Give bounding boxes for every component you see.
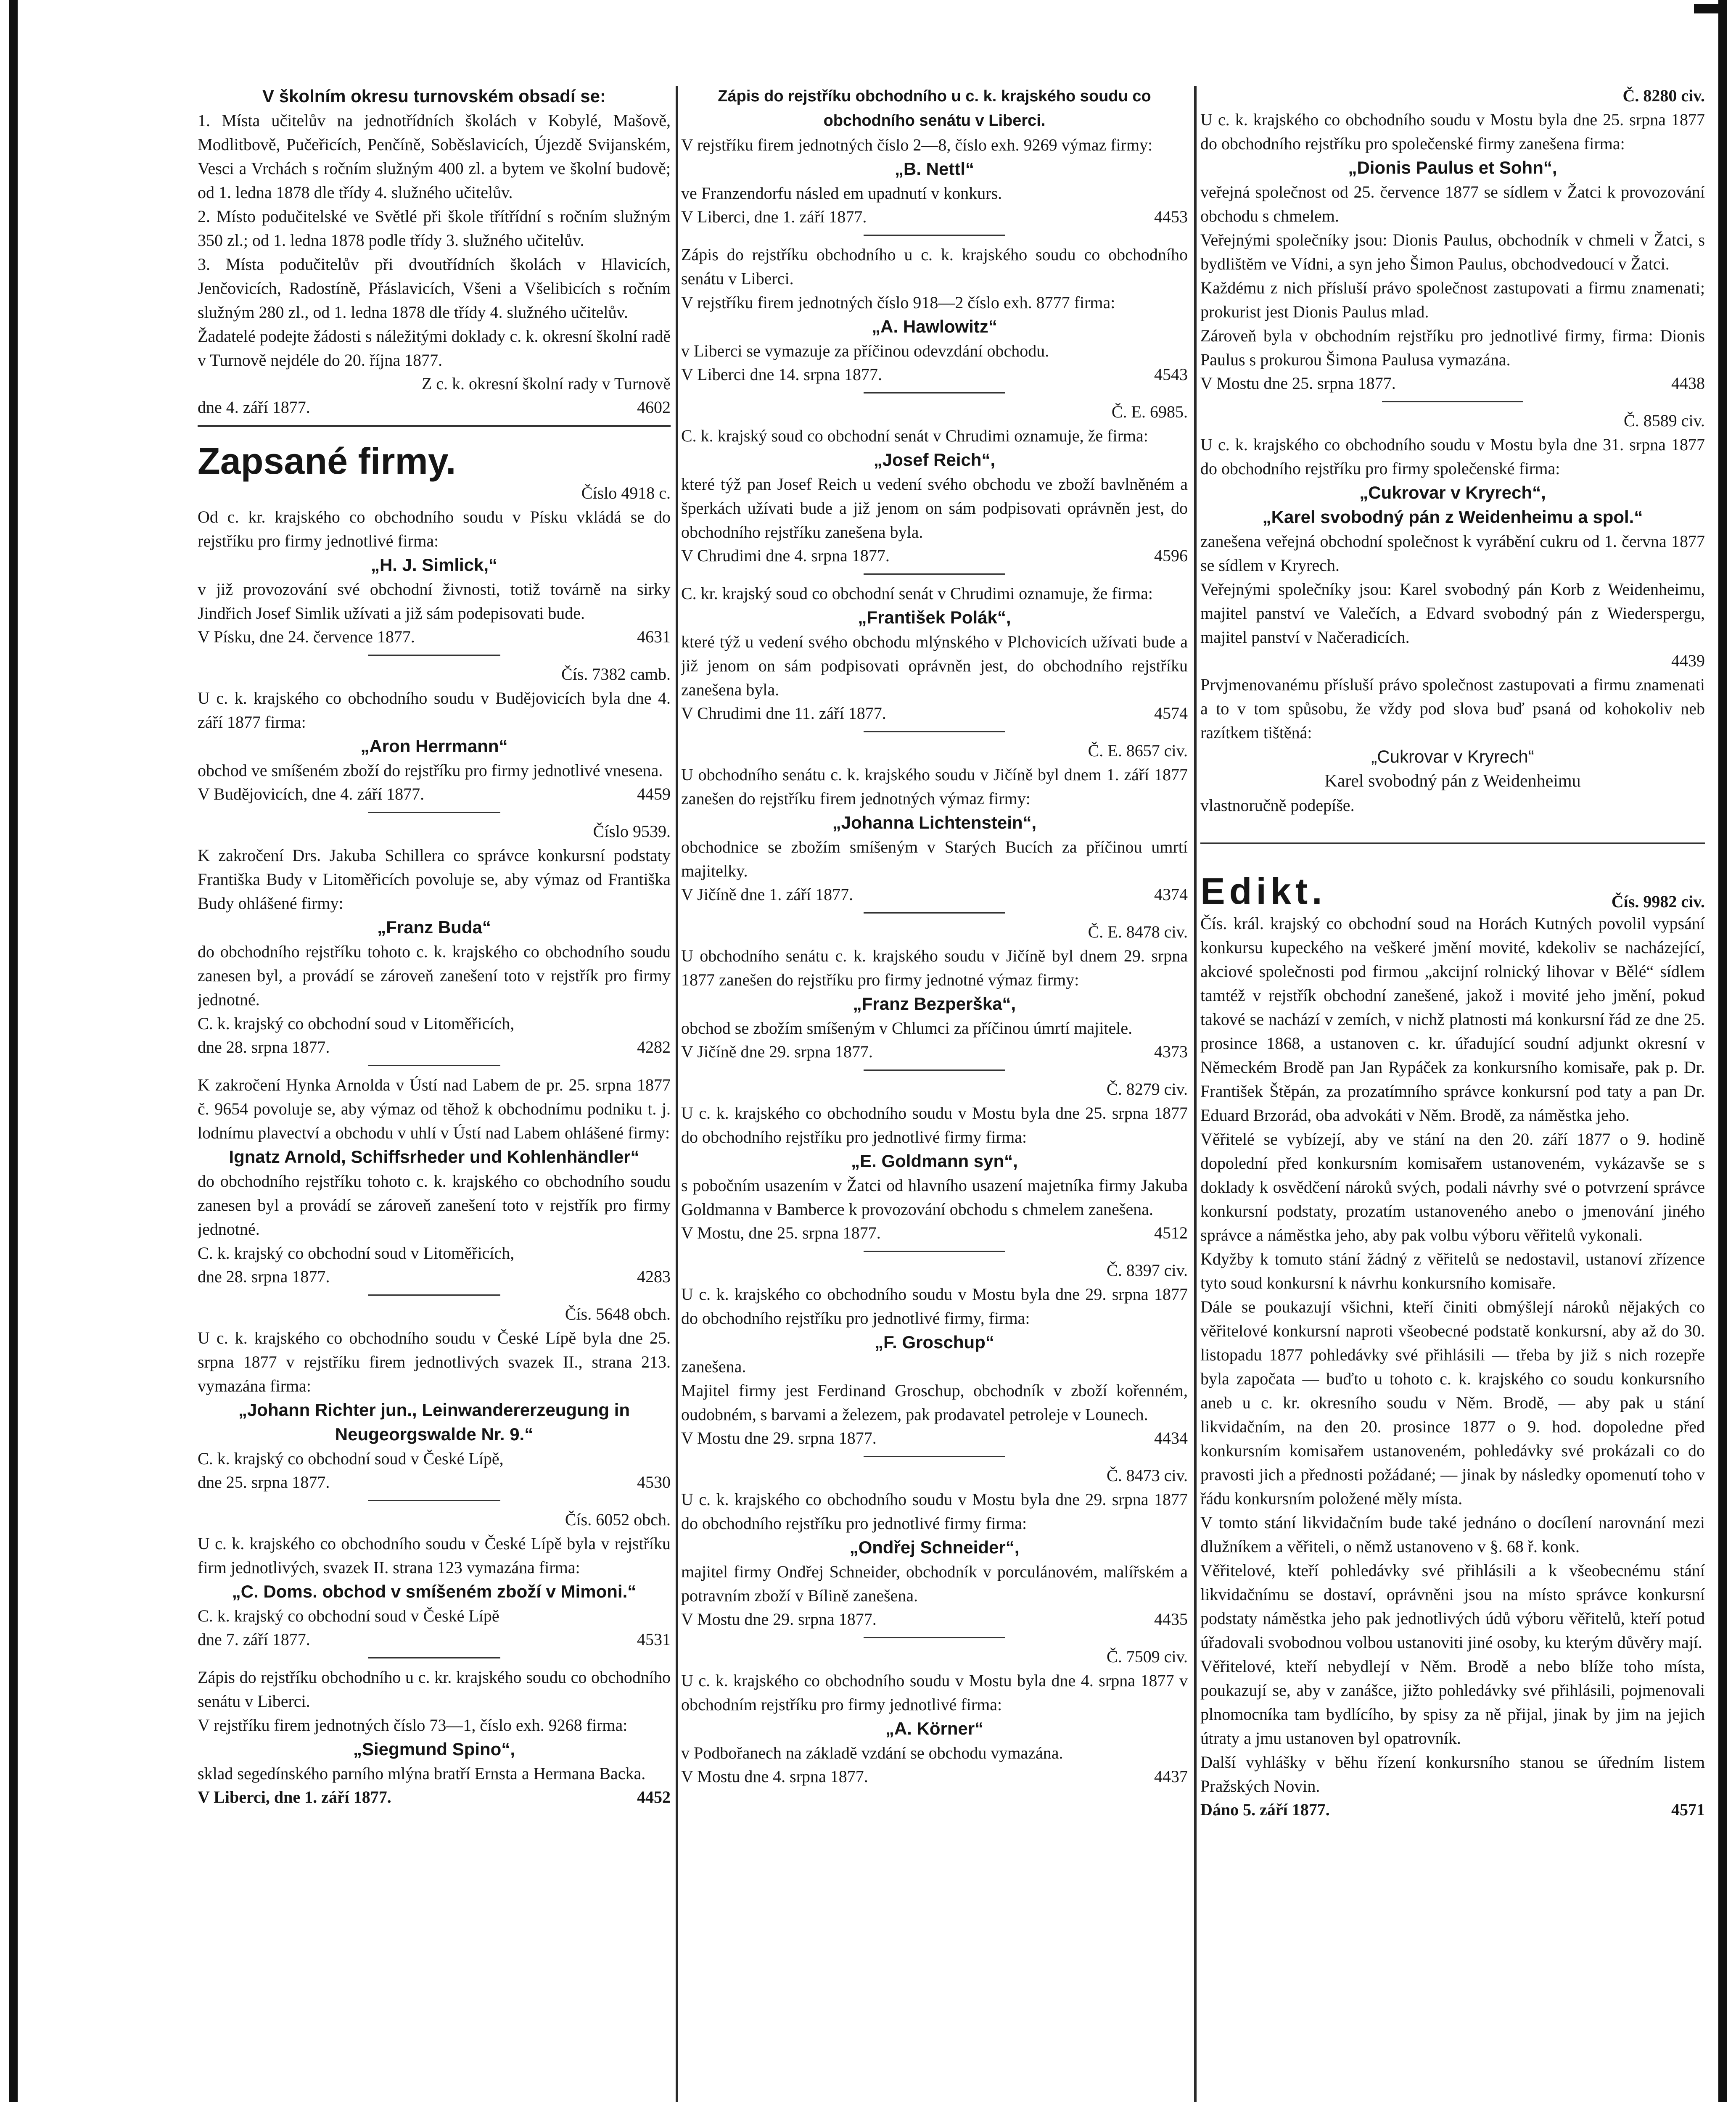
firm-name: „A. Hawlowitz“ xyxy=(872,317,997,336)
entry-date-line xyxy=(681,1040,1188,1064)
entry-text: Od c. kr. krajského co obchodního soudu v Písku vkládá se do rejstříku pro firmy jednotlivé firma: xyxy=(198,507,671,550)
entry-date-line xyxy=(681,1765,1188,1788)
scan-border-corner xyxy=(1694,4,1723,13)
entry-date-line xyxy=(681,702,1188,725)
edikt-ref: Čís. 9982 civ. xyxy=(1611,892,1705,911)
entry-number: 4373 xyxy=(1154,1042,1188,1061)
entry-text: V rejstříku firem jednotných číslo 73—1, číslo exh. 9268 firma: xyxy=(198,1716,628,1735)
entry-text: obchodnice se zbožím smíšeným v Starých Bucích za příčinou umrtí majitelky. xyxy=(681,837,1188,880)
entry-text: U c. k. krajského co obchodního soudu v České Lípě byla dne 25. srpna 1877 v rejstříku firem jednotlivých svazek II., strana 213. vymazána firma: xyxy=(198,1328,671,1395)
entry-date-line xyxy=(1200,372,1705,395)
firm-name: „Ondřej Schneider“, xyxy=(849,1537,1020,1557)
notice-paragraph: 1. Místa učitelův na jednotřídních školách v Kobylé, Mašově, Modlitbově, Pučeřicích, Penčíně, Soběslavicích, Újezdě Svijanském, Vesci a Vrchách s ročním služným 400 zl. a bytem ve školní budově; od 1. ledna 1878 dle třídy 4. služného učitelův. xyxy=(198,111,671,202)
entry-date-line xyxy=(681,363,1188,386)
entry-date: V Liberci, dne 1. září 1877. xyxy=(198,1788,391,1806)
entry-ref: Čís. 5648 obch. xyxy=(565,1305,671,1323)
separator xyxy=(864,731,1005,732)
entry-text: K zakročení Drs. Jakuba Schillera co správce konkursní podstaty Františka Budy v Litoměřicích povoluje se, aby výmaz od Františka Budy ohlášené firmy: xyxy=(198,846,671,913)
firm-name: „Franz Buda“ xyxy=(377,917,491,937)
scan-border-left xyxy=(9,0,18,2102)
entry-number: 4574 xyxy=(1154,704,1188,723)
edikt-date: Dáno 5. září 1877. xyxy=(1200,1800,1330,1819)
entry-text: C. k. krajský co obchodní soud v České Lípě, xyxy=(198,1449,504,1468)
entry-number: 4452 xyxy=(637,1788,671,1806)
entry-date-line xyxy=(198,1035,671,1059)
firm-name: „Cukrovar v Kryrech“, xyxy=(1359,483,1546,502)
edikt-header xyxy=(1200,864,1705,911)
entry-text: obchod ve smíšeném zboží do rejstříku pro firmy jednotlivé vnesena. xyxy=(198,761,663,780)
entry-date: V Mostu dne 4. srpna 1877. xyxy=(681,1767,868,1786)
notice-paragraph: Žadatelé podejte žádosti s náležitými doklady c. k. okresní školní radě v Turnově nejdéle do 20. října 1877. xyxy=(198,327,671,370)
entry-text: C. kr. krajský soud co obchodní senát v Chrudimi oznamuje, že firma: xyxy=(681,584,1153,603)
entry-number: 4530 xyxy=(637,1473,671,1492)
entry-lead: Zápis do rejstříku obchodního u c. k. krajského soudu co obchodního senátu v Liberci. xyxy=(681,245,1188,288)
separator xyxy=(864,392,1005,393)
entry-text: U c. k. krajského co obchodního soudu v Mostu byla dne 4. srpna 1877 v obchodním rejstříku pro firmy jednotlivé firma: xyxy=(681,1671,1188,1714)
separator xyxy=(864,1251,1005,1252)
entry-text: v Liberci se vymazuje za příčinou odevzdání obchodu. xyxy=(681,341,1049,360)
separator xyxy=(864,1069,1005,1071)
entry-text: K zakročení Hynka Arnolda v Ústí nad Labem de pr. 25. srpna 1877 č. 9654 povoluje se, aby výmaz od těhož k obchodnímu podniku t. j. lodnímu plavectví a obchodu v uhlí v Ústí nad Labem ohlášené firmy: xyxy=(198,1075,671,1142)
entry-date: dne 7. září 1877. xyxy=(198,1630,310,1649)
separator xyxy=(368,1294,500,1296)
separator xyxy=(864,1456,1005,1457)
firm-name: „Johanna Lichtenstein“, xyxy=(832,813,1037,832)
entry-date: dne 25. srpna 1877. xyxy=(198,1473,330,1492)
entry-text: U c. k. krajského co obchodního soudu v Mostu byla dne 29. srpna 1877 do obchodního rejstříku pro jednotlivé firmy firma: xyxy=(681,1490,1188,1533)
separator xyxy=(864,1637,1005,1638)
edikt-paragraph: Věřitelové, kteří nebydlejí v Něm. Brodě a nebo blíže toho místa, poukazují se, aby v zanášce, jižto pohledávky své přihlásili, pojmenovali plnomocníka tam bydlícího, by spisy za ně přijal, jinak by jim na jejich útraty a jmu ustanoven byl opatrovník. xyxy=(1200,1657,1705,1748)
entry-date: V Budějovicích, dne 4. září 1877. xyxy=(198,784,425,803)
entry-date-line xyxy=(681,205,1188,229)
separator xyxy=(368,812,500,813)
entry-ref: Č. E. 8478 civ. xyxy=(1088,922,1188,941)
edikt-heading: Edikt. xyxy=(1200,870,1326,912)
entry-text: sklad segedínského parního mlýna bratří Ernsta a Hermana Backa. xyxy=(198,1764,646,1783)
edikt-paragraph: V tomto stání likvidačním bude také jednáno o docílení narovnání mezi dlužníkem a věřiteli, o němž ustanoveno v §. 68 ř. konk. xyxy=(1200,1513,1705,1556)
entry-text: v Podbořanech na základě vzdání se obchodu vymazána. xyxy=(681,1743,1063,1762)
entry-text: Každému z nich přísluší právo společnost zastupovati a firmu znamenati; prokurist jest Dionis Paulus mlad. xyxy=(1200,278,1705,321)
entry-number: 4596 xyxy=(1154,546,1188,565)
entry-date: V Jičíně dne 1. září 1877. xyxy=(681,885,853,904)
firm-name: „B. Nettl“ xyxy=(895,159,974,179)
separator xyxy=(864,235,1005,236)
entry-number: 4282 xyxy=(637,1038,671,1056)
notice-number: 4602 xyxy=(637,398,671,417)
entry-date-line xyxy=(681,1426,1188,1450)
entry-ref: Č. E. 8657 civ. xyxy=(1088,741,1188,760)
entry-text: ve Franzendorfu násled em upadnutí v konkurs. xyxy=(681,184,1002,203)
entry-number: 4434 xyxy=(1154,1429,1188,1447)
entry-text: Prvjmenovanému přísluší právo společnost zastupovati a firmu znamenati a to v tom spůsobu, že vždy pod slova buď psaná od kohokoliv neb razítkem tištěná: xyxy=(1200,675,1705,742)
entry-text: C. k. krajský co obchodní soud v Litoměřicích, xyxy=(198,1014,515,1033)
section-header xyxy=(198,433,671,481)
firm-name: „Johann Richter jun., Leinwandererzeugung in Neugeorgswalde Nr. 9.“ xyxy=(238,1400,630,1444)
edikt-paragraph: Čís. král. krajský co obchodní soud na Horách Kutných povolil vypsání konkursu kupeckého na veškeré jmění movité, kdekoliv se nacházející, akciové společnosti pod firmou „akcijní rolnický lihovar v Bělé“ sídlem tamtéž v rejstřík obchodní zanešené, jakož i movité jeho jmění, pokud takové se nachází v zemích, v nichž platnosti má konkursní řád ze dne 25. prosince 1868, a ustanoven c. kr. úřadující soudní adjunkt okresní v Německém Brodě pan Jan Rypáček za konkursního komisaře, pak p. Dr. František Štěpán, za prozatímního správce konkursní pod taty a pan Dr. Eduard Brzorád, oba advokáti v Něm. Brodě, za náměstka jeho. xyxy=(1200,914,1705,1125)
entry-text: U obchodního senátu c. k. krajského soudu v Jičíně byl dnem 1. září 1877 zanešen do rejstříku firem jednotných výmaz firmy: xyxy=(681,765,1188,808)
column-rule xyxy=(676,86,678,2102)
separator xyxy=(198,425,671,427)
entry-text: které týž u vedení svého obchodu mlýnského v Plchovicích užívati bude a již jenom on sám podpisovati oprávněn jest, do obchodního rejstříku zanešena byla. xyxy=(681,632,1188,699)
firm-name: „A. Körner“ xyxy=(885,1719,984,1738)
entry-ref: Č. E. 6985. xyxy=(1111,402,1188,421)
separator xyxy=(368,1065,500,1066)
entry-date: dne 28. srpna 1877. xyxy=(198,1267,330,1286)
entry-date: V Jičíně dne 29. srpna 1877. xyxy=(681,1042,873,1061)
edikt-paragraph: Dále se poukazují všichni, kteří činiti obmýšlejí nároků nějakých co věřitelové konkursní naproti všeobecné podstatě konkursní, aby až do 30. listopadu 1877 pohledávky své přihlásili — třeba by již s nich rozepře byla započata — buďto u tohoto c. k. krajského co soudu konkursního aneb u c. kr. okresního soudu v Něm. Brodě, — aby pak u stání likvidačním, na den 20. prosince 1877 o 9. hod. dopoledne před konkursním komisařem ustanoveném, pohledávky své prokázali co do pravosti jich a přednosti požádané; — jinak by následky opomenutí toho v řádu konkursním položené měly místa. xyxy=(1200,1297,1705,1508)
firm-name: „Franz Bezperška“, xyxy=(853,994,1016,1014)
firm-name: „Josef Reich“, xyxy=(873,450,996,470)
entry-ref: Č. 7509 civ. xyxy=(1107,1647,1188,1666)
separator xyxy=(1382,401,1523,402)
entry-text: Zápis do rejstříku obchodního u c. kr. krajského soudu co obchodního senátu v Liberci. xyxy=(198,1668,671,1711)
firm-signature: Karel svobodný pán z Weidenheimu xyxy=(1324,771,1581,791)
entry-text: C. k. krajský soud co obchodní senát v Chrudimi oznamuje, že firma: xyxy=(681,426,1148,445)
entry-date: V Liberci dne 14. srpna 1877. xyxy=(681,365,883,384)
entry-date-line xyxy=(681,544,1188,568)
entry-text: V rejstříku firem jednotných číslo 918—2 číslo exh. 8777 firma: xyxy=(681,293,1115,312)
edikt-paragraph: Kdyžby k tomuto stání žádný z věřitelů se nedostavil, ustanoví zřízence tyto soud konkursní k návrhu konkursního komisaře. xyxy=(1200,1249,1705,1292)
entry-ref: Č. 8280 civ. xyxy=(1622,86,1705,105)
entry-text: Majitel firmy jest Ferdinand Groschup, obchodník v zboží kořenném, oudobném, s barvami a železem, pak prodavatel petroleje v Lounech. xyxy=(681,1381,1188,1424)
entry-number: 4531 xyxy=(637,1630,671,1649)
entry-number: 4453 xyxy=(1154,207,1188,226)
entry-number: 4435 xyxy=(1154,1610,1188,1629)
column-rule xyxy=(1194,86,1197,2102)
entry-text: které týž pan Josef Reich u vedení svého obchodu ve zboží bavlněném a šperkách užívati bude a již jenom on sám podpisovati oprávněn jest, do obchodního rejstříku zanešena byla. xyxy=(681,475,1188,541)
separator xyxy=(368,655,500,656)
entry-date: V Mostu dne 29. srpna 1877. xyxy=(681,1429,877,1447)
entry-date-line xyxy=(198,782,671,806)
entry-date: V Mostu dne 25. srpna 1877. xyxy=(1200,374,1396,393)
entry-text: U obchodního senátu c. k. krajského soudu v Jičíně byl dnem 29. srpna 1877 zanešen do rejstříku pro firmy jednotné výmaz firmy: xyxy=(681,946,1188,989)
entry-text: Zároveň byla v obchodním rejstříku pro jednotlivé firmy, firma: Dionis Paulus s prokurou Šimona Paulusa vymazána. xyxy=(1200,326,1705,369)
entry-date-line xyxy=(681,883,1188,906)
entry-date: V Chrudimi dne 4. srpna 1877. xyxy=(681,546,890,565)
separator xyxy=(864,912,1005,914)
entry-text: U c. k. krajského co obchodního soudu v České Lípě byla v rejstříku firm jednotlivých, svazek II. strana 123 vymazána firma: xyxy=(198,1534,671,1577)
notice-date: dne 4. září 1877. xyxy=(198,398,310,417)
firm-name: Ignatz Arnold, Schiffsrheder und Kohlenhändler“ xyxy=(229,1147,639,1167)
entry-text: v již provozování své obchodní živnosti, totiž továrně na sirky Jindřich Josef Simlik užívati a již sám podepisovati bude. xyxy=(198,580,671,623)
firm-name: „F. Groschup“ xyxy=(875,1332,994,1352)
entry-ref: Číslo 4918 c. xyxy=(581,483,671,502)
column-3 xyxy=(1200,84,1705,2102)
firm-name: „Aron Herrmann“ xyxy=(360,736,508,756)
entry-date: V Mostu, dne 25. srpna 1877. xyxy=(681,1223,881,1242)
entry-text: Veřejnými společníky jsou: Dionis Paulus, obchodník v chmeli v Žatci, s bydlištěm ve Vídni, a syn jeho Šimon Paulus, obchodvedoucí v Žatci. xyxy=(1200,230,1705,273)
entry-text: s pobočním usazením v Žatci od hlavního usazení majetníka firmy Jakuba Goldmanna v Bamberce k provozování obchodu s chmelem zanešena. xyxy=(681,1176,1188,1219)
entry-text: zanešena veřejná obchodní společnost k vyrábění cukru od 1. června 1877 se sídlem v Kryrech. xyxy=(1200,532,1705,575)
entry-ref: Čís. 6052 obch. xyxy=(565,1510,671,1529)
entry-number: 4439 xyxy=(1671,651,1705,670)
separator xyxy=(368,1657,500,1658)
entry-date-line xyxy=(198,1265,671,1289)
entry-date: V Mostu dne 29. srpna 1877. xyxy=(681,1610,877,1629)
entry-text: C. k. krajský co obchodní soud v České Lípě xyxy=(198,1606,499,1625)
entry-ref: Číslo 9539. xyxy=(593,822,671,841)
firm-name: „H. J. Simlick,“ xyxy=(370,555,498,575)
entry-lead: Zápis do rejstříku obchodního u c. k. krajského soudu co obchodního senátu v Liberci. xyxy=(718,87,1151,129)
column-1 xyxy=(198,84,671,2102)
notice-date-line xyxy=(198,396,671,419)
notice-title: V školním okresu turnovském obsadí se: xyxy=(262,86,606,106)
firm-name: „Dionis Paulus et Sohn“, xyxy=(1348,158,1557,177)
column-2 xyxy=(681,84,1188,2102)
entry-number: 4438 xyxy=(1671,374,1705,393)
firm-name: „C. Doms. obchod v smíšeném zboží v Mimoni.“ xyxy=(232,1582,637,1601)
separator xyxy=(1200,842,1705,844)
entry-date-line xyxy=(198,625,671,649)
entry-text: U c. k. krajského co obchodního soudu v Mostu byla dne 25. srpna 1877 do obchodního rejstříku pro jednotlivé firmy firma: xyxy=(681,1104,1188,1146)
entry-text: do obchodního rejstříku tohoto c. k. krajského co obchodního soudu zanesen byl, a provádí se zároveň zanešení toto v rejstřík pro firmy jednotné. xyxy=(198,942,671,1009)
section-heading: Zapsané firmy. xyxy=(198,440,456,482)
separator xyxy=(368,1500,500,1501)
entry-text: zanešena. xyxy=(681,1357,746,1376)
entry-ref: Čís. 7382 camb. xyxy=(561,665,671,684)
notice-paragraph: 3. Místa podučitelův při dvoutřídních školách v Hlavicích, Jenčovicích, Radostíně, Přáslavicích, Všeni a Všelibicích s ročním služným 280 zl., od 1. ledna 1878 dle třídy 4. služného učitelův. xyxy=(198,255,671,322)
entry-number: 4283 xyxy=(637,1267,671,1286)
entry-text: U c. k. krajského co obchodního soudu v Mostu byla dne 29. srpna 1877 do obchodního rejstříku pro jednotlivé firmy, firma: xyxy=(681,1285,1188,1328)
entry-text: Veřejnými společníky jsou: Karel svobodný pán Korb z Weidenheimu, majitel panství ve Valečích, a Edvard svobodný pán z Wiederspergu, majitel panství v Načeradicích. xyxy=(1200,580,1705,647)
entry-number: 4512 xyxy=(1154,1223,1188,1242)
firm-name: „Cukrovar v Kryrech“ xyxy=(1371,747,1534,766)
entry-number: 4437 xyxy=(1154,1767,1188,1786)
entry-text: obchod se zbožím smíšeným v Chlumci za příčinou úmrtí majitele. xyxy=(681,1019,1133,1038)
entry-text: veřejná společnost od 25. července 1877 se sídlem v Žatci k provozování obchodu s chmelem. xyxy=(1200,182,1705,225)
entry-ref: Č. 8279 civ. xyxy=(1107,1080,1188,1099)
entry-text: majitel firmy Ondřej Schneider, obchodník v porculánovém, malířském a potravním zboží v Bílině zanešena. xyxy=(681,1562,1188,1605)
entry-number: 4374 xyxy=(1154,885,1188,904)
firm-name: „Siegmund Spino“, xyxy=(353,1739,515,1759)
edikt-date-line xyxy=(1200,1798,1705,1822)
spacer xyxy=(1200,851,1705,864)
notice-paragraph: 2. Místo podučitelské ve Světlé při škole třítřídní s ročním služným 350 zl.; od 1. ledna 1878 podle třídy 3. služného učitelův. xyxy=(198,207,671,250)
entry-date-line xyxy=(681,1221,1188,1245)
separator xyxy=(864,573,1005,575)
entry-ref: Č. 8397 civ. xyxy=(1107,1261,1188,1280)
edikt-paragraph: Věřitelové, kteří pohledávky své přihlásili a k všeobecnému stání likvidačnímu se dostaví, oprávněni jsou na místo správce konkursní podstaty náměstka jeho pak jednotlivých údů výboru věřitelů, kteří potud úřadovali svobodnou volbou ustanoviti jiné osoby, ku kterým důvěry mají. xyxy=(1200,1561,1705,1652)
entry-date-line xyxy=(681,1608,1188,1631)
entry-text: V rejstříku firem jednotných číslo 2—8, číslo exh. 9269 výmaz firmy: xyxy=(681,135,1153,154)
entry-text: U c. k. krajského co obchodního soudu v Mostu byla dne 31. srpna 1877 do obchodního rejstříku pro firmy společenské firma: xyxy=(1200,435,1705,478)
firm-name: „Karel svobodný pán z Weidenheimu a spol.“ xyxy=(1262,507,1643,527)
firm-name: „E. Goldmann syn“, xyxy=(851,1151,1018,1171)
scan-border-right xyxy=(1718,0,1727,2102)
edikt-paragraph: Věřitelé se vybízejí, aby ve stání na den 20. září 1877 o 9. hodině dopolední před konkursním komisařem ustanoveném, vykázavše se s doklady k osvědčení nároků svých, podali návrhy své o potvrzení správce konkursní podstaty, prozatím ustanoveného anebo o jmenování jiného správce a náměstka jeho, aby pak volbu výboru věřitelů vykonali. xyxy=(1200,1130,1705,1244)
firm-name: „František Polák“, xyxy=(858,607,1011,627)
entry-text: U c. k. krajského co obchodního soudu v Budějovicích byla dne 4. září 1877 firma: xyxy=(198,689,671,731)
entry-date-line xyxy=(198,1628,671,1651)
entry-date-line xyxy=(198,1471,671,1494)
entry-ref: Č. 8473 civ. xyxy=(1107,1466,1188,1485)
entry-number: 4459 xyxy=(637,784,671,803)
notice-signoff: Z c. k. okresní školní rady v Turnově xyxy=(421,374,671,393)
entry-date: dne 28. srpna 1877. xyxy=(198,1038,330,1056)
entry-number: 4543 xyxy=(1154,365,1188,384)
entry-text: C. k. krajský co obchodní soud v Litoměřicích, xyxy=(198,1244,515,1262)
edikt-number: 4571 xyxy=(1671,1800,1705,1819)
entry-date: V Liberci, dne 1. září 1877. xyxy=(681,207,867,226)
entry-text: vlastnoručně podepíše. xyxy=(1200,796,1355,815)
entry-text: do obchodního rejstříku tohoto c. k. krajského co obchodního soudu zanesen byl a provádí se zároveň zanešení toto v rejstřík pro firmy jednotné. xyxy=(198,1172,671,1238)
entry-number: 4631 xyxy=(637,627,671,646)
entry-date-line xyxy=(198,1785,671,1809)
entry-text: U c. k. krajského co obchodního soudu v Mostu byla dne 25. srpna 1877 do obchodního rejstříku pro společenské firmy zanešena firma: xyxy=(1200,110,1705,153)
edikt-paragraph: Další vyhlášky v běhu řízení konkursního stanou se úředním listem Pražských Novin. xyxy=(1200,1753,1705,1796)
entry-date: V Písku, dne 24. července 1877. xyxy=(198,627,415,646)
entry-ref: Č. 8589 civ. xyxy=(1624,411,1705,430)
entry-date: V Chrudimi dne 11. září 1877. xyxy=(681,704,886,723)
